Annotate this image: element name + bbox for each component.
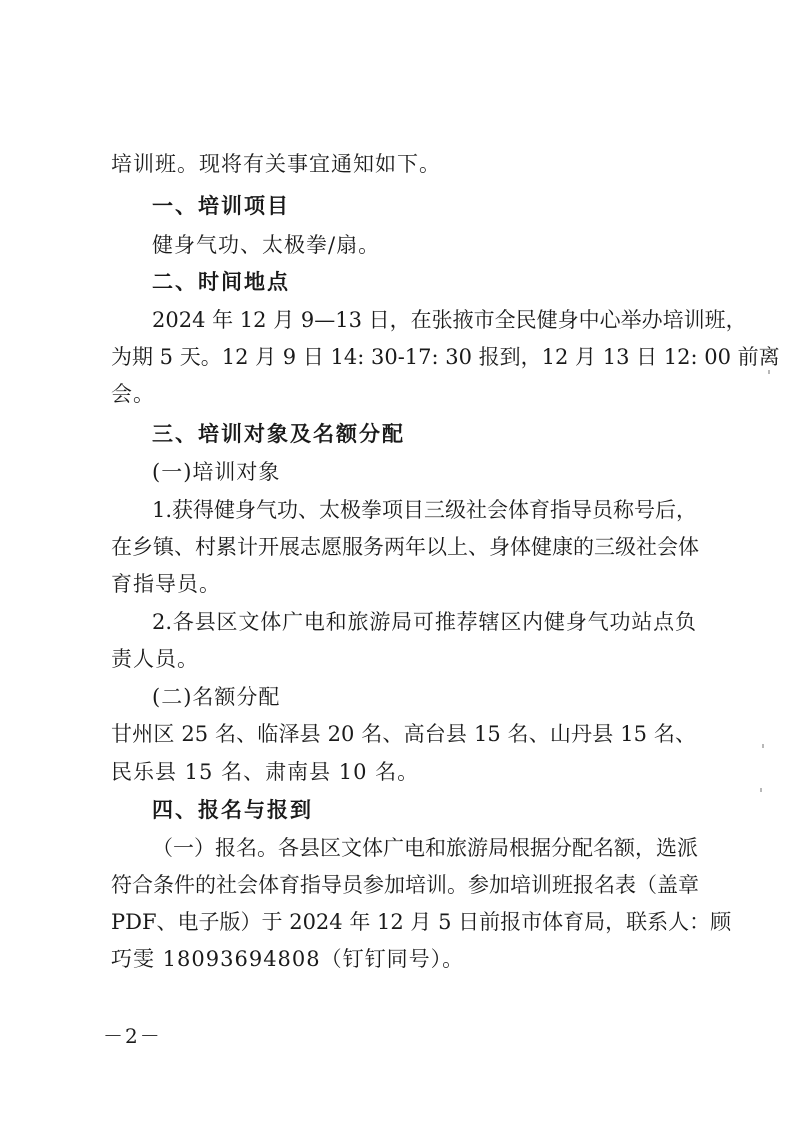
section2-line-2: 为期 5 天。12 月 9 日 14: 30-17: 30 报到，12 月 13 日 12: 00 前离 [111, 345, 780, 369]
section3-sub2-heading: (二)名额分配 [152, 685, 281, 709]
section4-line-3: PDF、电子版）于 2024 年 12 月 5 日前报市体育局，联系人：顾 [111, 910, 732, 934]
section2-line-1: 2024 年 12 月 9—13 日，在张掖市全民健身中心举办培训班， [152, 308, 747, 332]
scan-speck [762, 744, 764, 748]
section3-item2-line-1: 2.各县区文体广电和旅游局可推荐辖区内健身气功站点负 [152, 610, 696, 634]
section2-heading: 二、时间地点 [152, 270, 290, 294]
section3-item1-line-1: 1.获得健身气功、太极拳项目三级社会体育指导员称号后， [152, 498, 698, 522]
page-number: －2－ [103, 1024, 162, 1048]
section4-heading: 四、报名与报到 [152, 798, 313, 822]
section3-quota-line-2: 民乐县 15 名、肃南县 10 名。 [111, 760, 420, 784]
section3-quota-line-1: 甘州区 25 名、临泽县 20 名、高台县 15 名、山丹县 15 名、 [111, 722, 696, 746]
section4-line-4: 巧雯 18093694808（钉钉同号）。 [111, 947, 465, 971]
section1-body: 健身气功、太极拳/扇。 [152, 233, 381, 257]
section4-line-1: （一）报名。各县区文体广电和旅游局根据分配名额，选派 [152, 836, 698, 860]
scan-speck [768, 370, 770, 374]
section3-heading: 三、培训对象及名额分配 [152, 422, 405, 446]
section3-sub1-heading: (一)培训对象 [152, 460, 281, 484]
section1-heading: 一、培训项目 [152, 194, 290, 218]
scan-speck [760, 788, 762, 792]
section4-line-2: 符合条件的社会体育指导员参加培训。参加培训班报名表（盖章 [111, 873, 699, 897]
section3-item1-line-3: 育指导员。 [111, 572, 221, 596]
section2-line-3: 会。 [111, 382, 155, 406]
section3-item2-line-2: 责人员。 [111, 647, 199, 671]
intro-text: 培训班。现将有关事宜通知如下。 [111, 152, 441, 176]
section3-item1-line-2: 在乡镇、村累计开展志愿服务两年以上、身体健康的三级社会体 [111, 535, 699, 559]
